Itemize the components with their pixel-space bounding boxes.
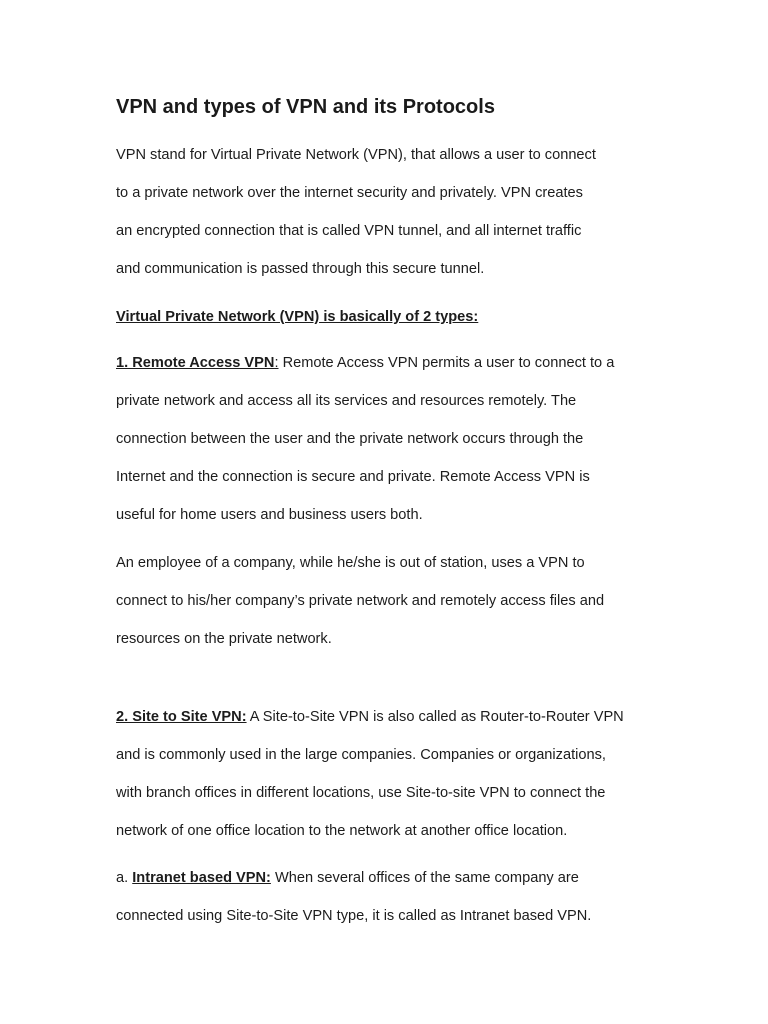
intro-line: VPN stand for Virtual Private Network (VPN), that allows a user to connect — [116, 147, 596, 163]
intro-line: an encrypted connection that is called VPN tunnel, and all internet traffic — [116, 223, 582, 239]
remote-access-line: connection between the user and the private network occurs through the — [116, 431, 584, 447]
remote-access-first-line-text: Remote Access VPN permits a user to connect to a — [278, 355, 615, 371]
remote-access-line: Internet and the connection is secure and private. Remote Access VPN is — [116, 469, 590, 485]
intranet-line: connected using Site-to-Site VPN type, it is called as Intranet based VPN. — [116, 908, 592, 924]
remote-access-paragraph — [116, 344, 661, 534]
site-to-site-line: with branch offices in different locations, use Site-to-site VPN to connect the — [116, 785, 606, 801]
intranet-first-line — [116, 859, 661, 897]
intro-line: and communication is passed through this secure tunnel. — [116, 261, 485, 277]
types-heading: Virtual Private Network (VPN) is basically of 2 types: — [116, 309, 479, 325]
site-to-site-line: and is commonly used in the large companies. Companies or organizations, — [116, 747, 606, 763]
intranet-first-line-text: When several offices of the same company are — [270, 870, 579, 886]
remote-access-colon: : — [274, 355, 279, 371]
employee-example-line: connect to his/her company’s private network and remotely access files and — [116, 593, 605, 609]
employee-example-line: resources on the private network. — [116, 631, 332, 647]
site-to-site-lead: 2. Site to Site VPN: — [116, 709, 247, 725]
remote-access-line: useful for home users and business users both. — [116, 507, 423, 523]
document-title: VPN and types of VPN and its Protocols — [116, 96, 495, 118]
employee-example-paragraph — [116, 544, 661, 658]
site-to-site-line: network of one office location to the network at another office location. — [116, 823, 568, 839]
site-to-site-first-line-text: A Site-to-Site VPN is also called as Router-to-Router VPN — [246, 709, 624, 725]
intro-paragraph — [116, 136, 661, 288]
site-to-site-paragraph — [116, 698, 661, 850]
intranet-paragraph — [116, 859, 661, 935]
remote-access-lead: 1. Remote Access VPN — [116, 355, 275, 371]
employee-example-line: An employee of a company, while he/she is out of station, uses a VPN to — [116, 555, 585, 571]
remote-access-line: private network and access all its services and resources remotely. The — [116, 393, 577, 409]
site-to-site-first-line — [116, 698, 661, 736]
intranet-lead: Intranet based VPN: — [132, 870, 271, 886]
remote-access-first-line — [116, 344, 661, 382]
intro-line: to a private network over the internet security and privately. VPN creates — [116, 185, 583, 201]
intranet-prefix: a. — [116, 870, 133, 886]
